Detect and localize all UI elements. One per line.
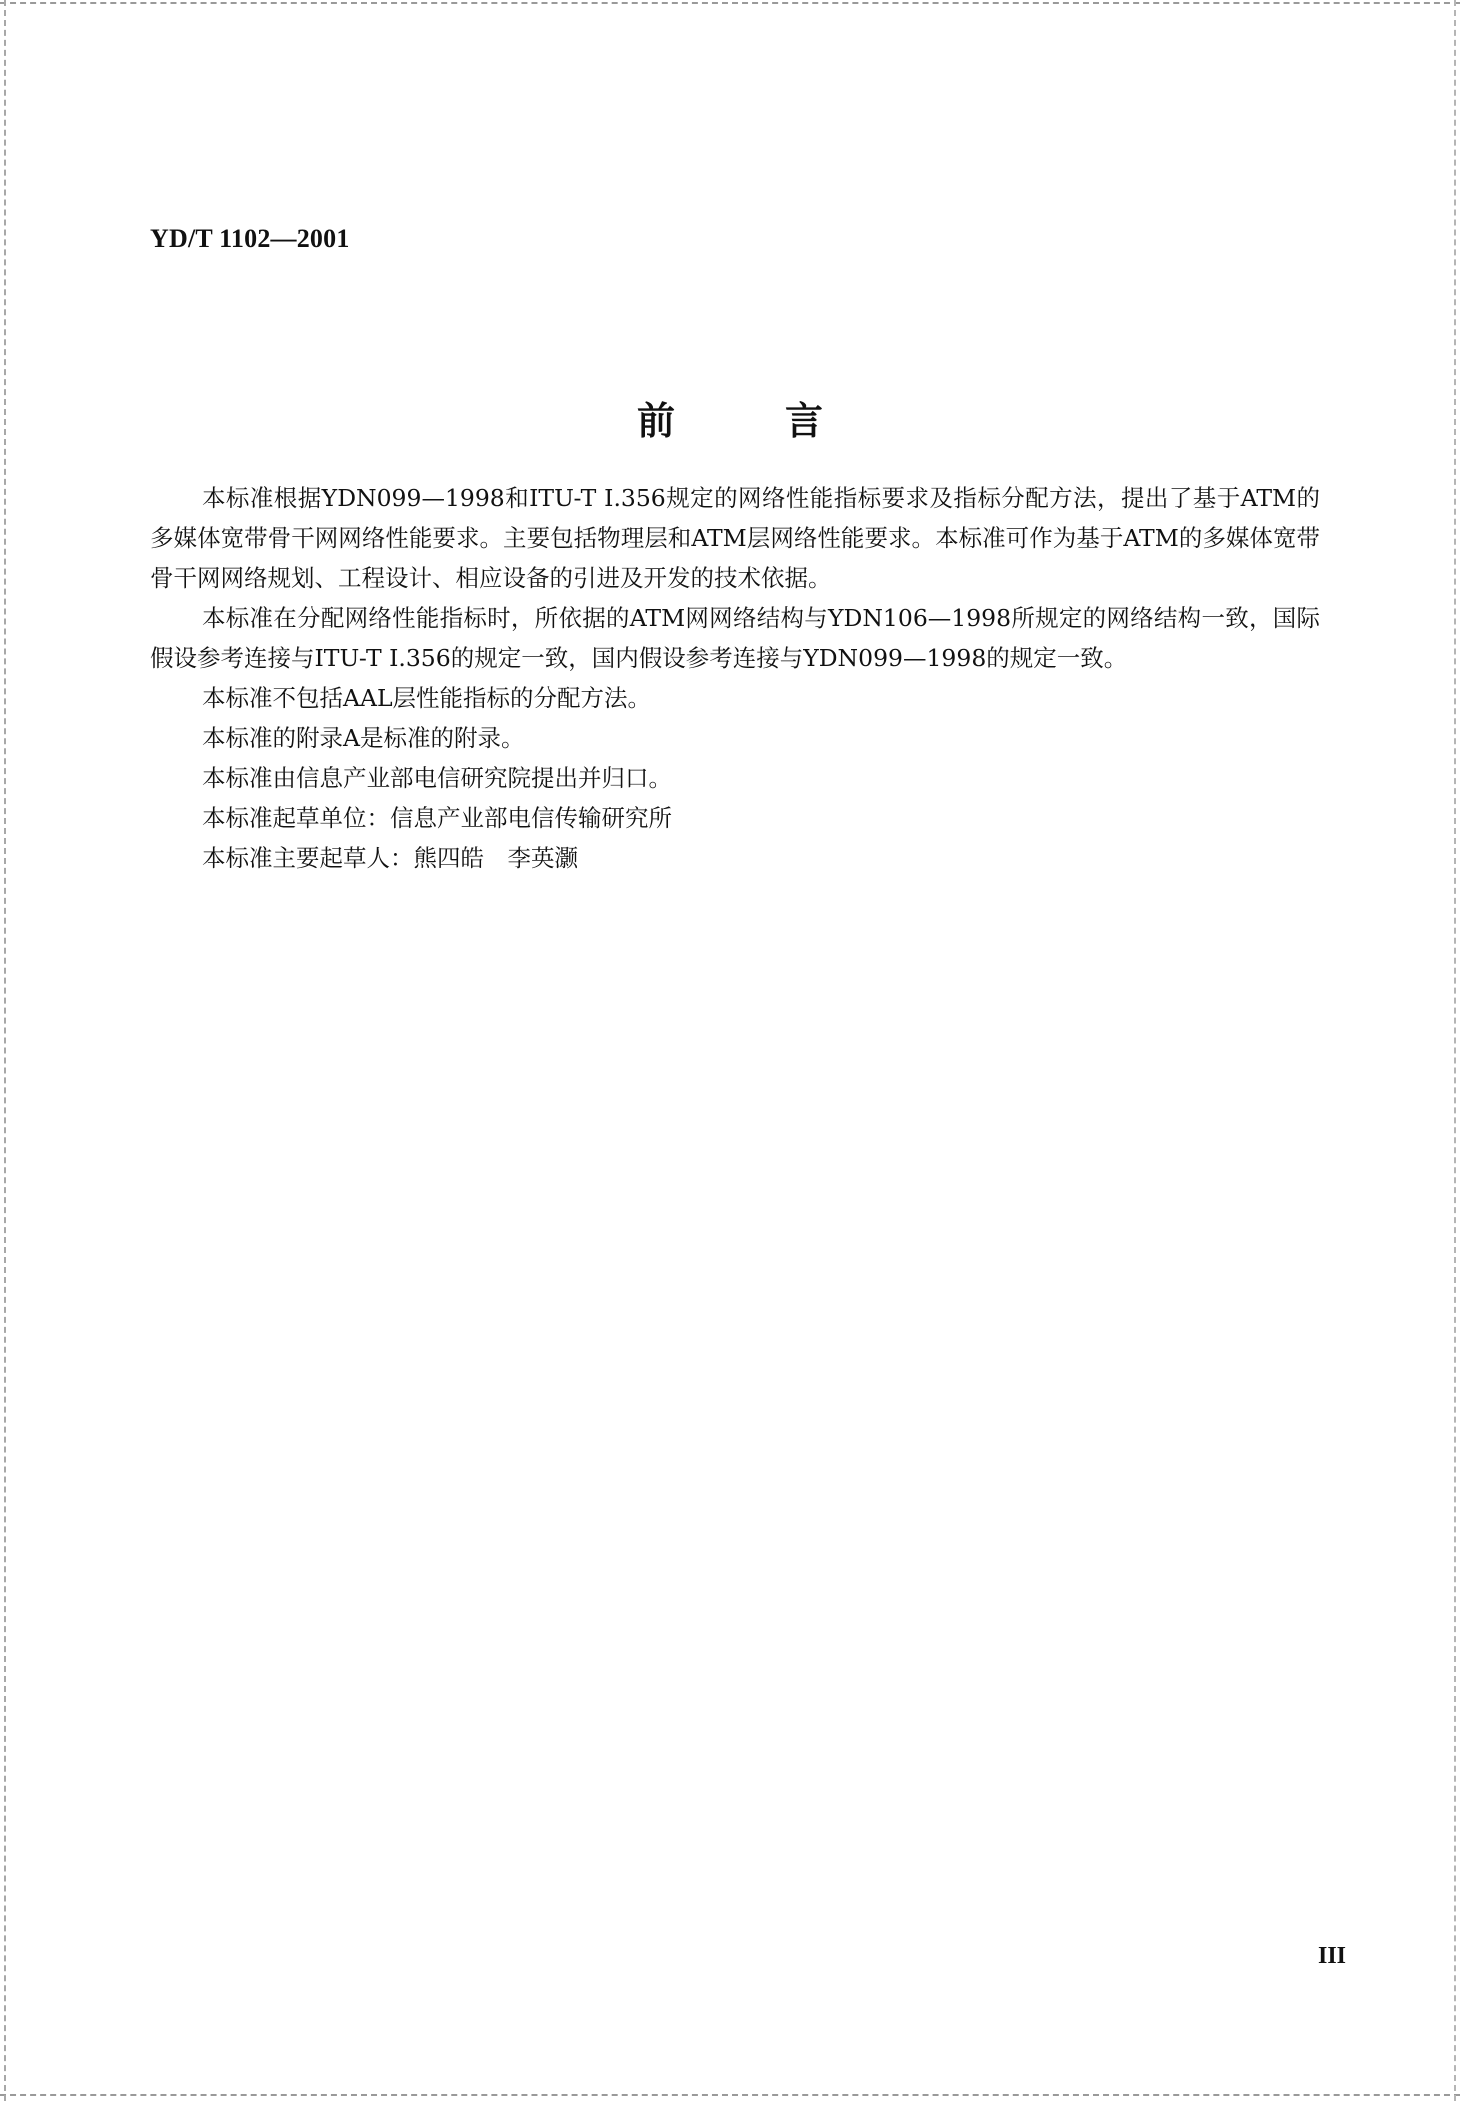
paragraph-drafters: 本标准主要起草人：熊四皓 李英灏 [202,844,578,872]
foreword-body [150,478,1320,878]
scan-border-bottom [0,2094,1460,2096]
paragraph-appendix: 本标准的附录A是标准的附录。 [202,724,525,752]
scan-border-right [1454,0,1456,2101]
scan-border-top [0,2,1460,4]
paragraph-proposer: 本标准由信息产业部电信研究院提出并归口。 [202,764,672,792]
paragraph-drafting-unit: 本标准起草单位：信息产业部电信传输研究所 [202,804,672,832]
page-number: III [1318,1943,1347,1969]
paragraph-exclusion: 本标准不包括AAL层性能指标的分配方法。 [202,684,652,712]
paragraph-scope: 本标准根据YDN099—1998和ITU-T I.356规定的网络性能指标要求及指标分配方法，提出了基于ATM的多媒体宽带骨干网网络性能要求。主要包括物理层和ATM层网络性能要求。本标准可作为基于ATM的多媒体宽带骨干网网络规划、工程设计、相应设备的引进及开发的技术依据。 [150,484,1320,592]
page-title: 前言 [636,399,933,443]
scan-border-left [4,0,6,2101]
paragraph-network-structure: 本标准在分配网络性能指标时，所依据的ATM网网络结构与YDN106—1998所规定的网络结构一致，国际假设参考连接与ITU-T I.356的规定一致，国内假设参考连接与YDN099—1998的规定一致。 [150,604,1320,672]
standard-code: YD/T 1102—2001 [150,224,350,253]
